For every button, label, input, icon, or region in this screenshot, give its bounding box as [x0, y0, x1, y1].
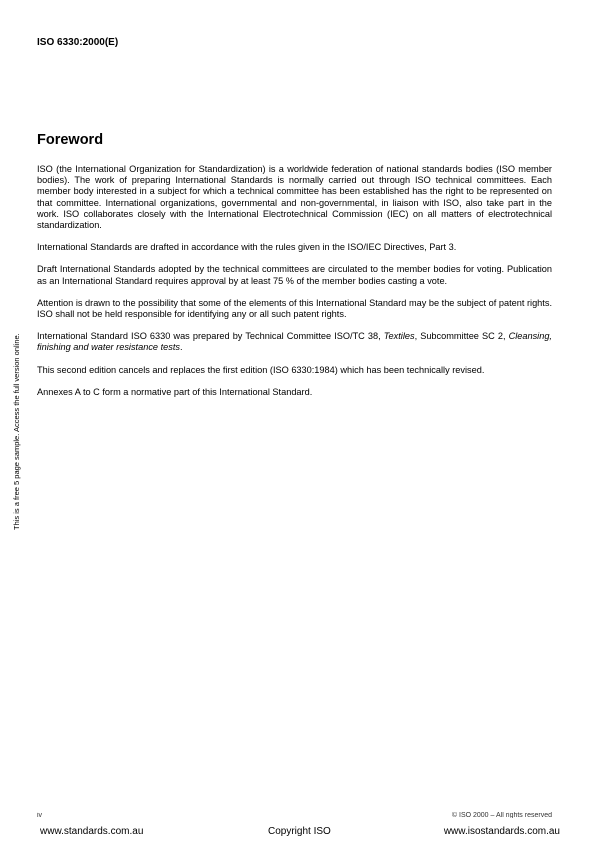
sample-side-note: This is a free 5 page sample. Access the full version online.	[12, 333, 21, 530]
paragraph-voting: Draft International Standards adopted by the technical committees are circulated to the member bodies for voting. Publication as an International Standard requires approval by at least 75 % of the member bodies casting a vote.	[37, 264, 552, 286]
paragraph-drafting-rules: International Standards are drafted in accordance with the rules given in the ISO/IEC Directives, Part 3.	[37, 242, 457, 253]
paragraph-iso-intro: ISO (the International Organization for Standardization) is a worldwide federation of national standards bodies (ISO member bodies). The work of preparing International Standards is normally carried out through ISO technical committees. Each member body interested in a subject for which a technical committee has been established has the right to be represented on that committee. International organizations, governmental and non-governmental, in liaison with ISO, also take part in the work. ISO collaborates closely with the International Electrotechnical Commission (IEC) on all matters of electrotechnical standardization.	[37, 164, 552, 231]
committee-subcommittee-title: Cleansing, finishing and water resistance tests	[37, 331, 552, 353]
isostandards-link[interactable]: www.isostandards.com.au	[443, 826, 560, 837]
paragraph-committee	[37, 331, 552, 353]
page-footer	[37, 812, 552, 818]
page-number: iv	[37, 812, 43, 818]
standards-link[interactable]: www.standards.com.au	[40, 826, 144, 837]
foreword-body	[37, 164, 552, 409]
page-title: Foreword	[37, 132, 104, 148]
committee-textiles: Textiles	[383, 331, 415, 342]
paragraph-patent-rights: Attention is drawn to the possibility that some of the elements of this International Standard may be the subject of patent rights. ISO shall not be held responsible for identifying any or all such patent rights.	[37, 297, 552, 320]
document-id-header: ISO 6330:2000(E)	[37, 37, 119, 48]
committee-text-2: , Subcommittee SC 2,	[414, 331, 509, 342]
paragraph-annexes: Annexes A to C form a normative part of this International Standard.	[37, 386, 313, 397]
committee-text-3: .	[180, 342, 183, 353]
paragraph-edition: This second edition cancels and replaces the first edition (ISO 6330:1984) which has been technically revised.	[37, 364, 485, 375]
copyright-label: Copyright ISO	[268, 826, 331, 837]
committee-text-1: International Standard ISO 6330 was prepared by Technical Committee ISO/TC 38,	[37, 331, 384, 342]
copyright-notice: © ISO 2000 – All rights reserved	[451, 812, 552, 818]
